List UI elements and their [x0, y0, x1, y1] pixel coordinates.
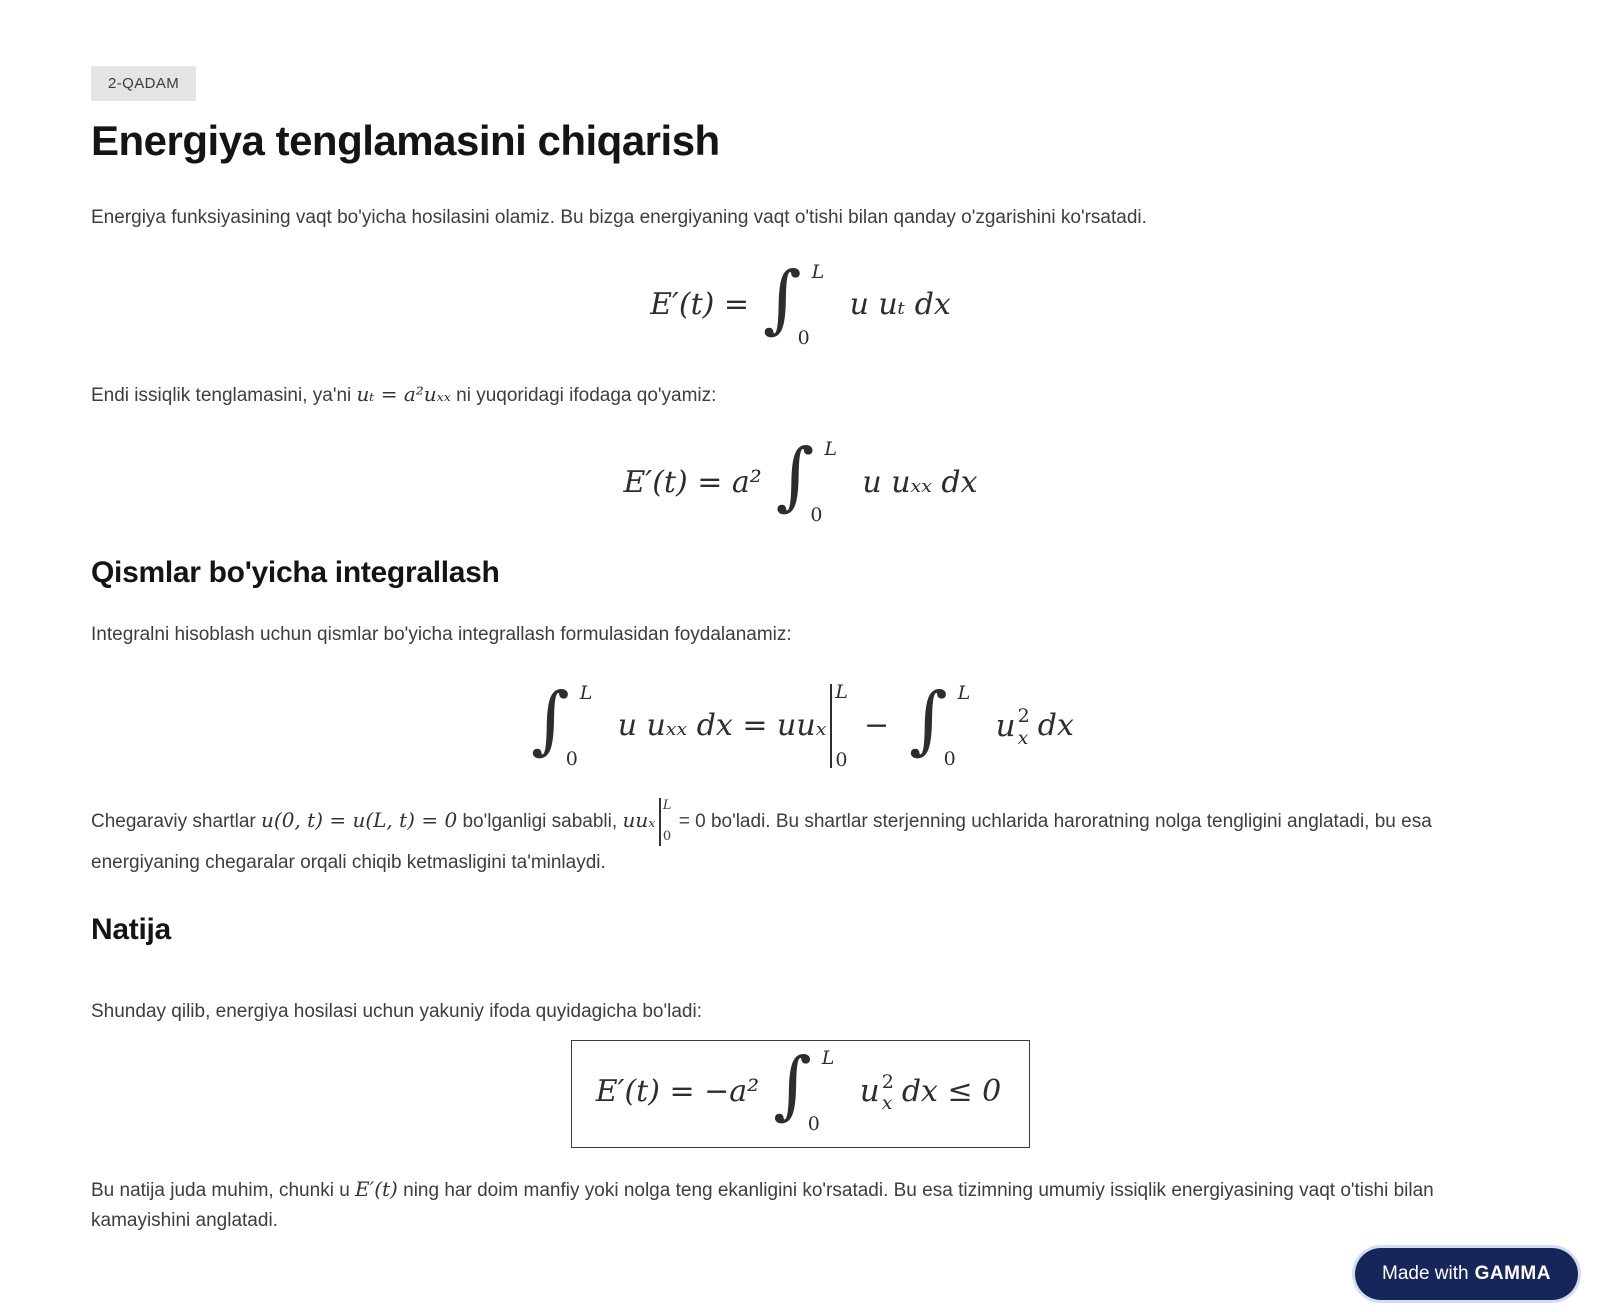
paragraph-conclusion	[91, 1174, 1510, 1235]
formula2-lhs: E′(t) = a²	[623, 464, 762, 500]
formula1-lhs: E′(t) =	[650, 287, 750, 323]
inline-evaluation-bar	[657, 796, 671, 848]
integral-symbol	[763, 255, 830, 349]
inline-evaluation-upper: L	[662, 797, 672, 813]
formula4-tail: dx ≤ 0	[901, 1073, 1002, 1109]
section-heading-result: Natija	[91, 913, 171, 947]
inline-evaluation-lower: 0	[662, 829, 672, 845]
subscript-x: x	[881, 1092, 893, 1115]
integral-icon: ∫	[909, 676, 948, 763]
subscript-x: x	[1017, 726, 1029, 749]
evaluation-bar-limits	[835, 681, 848, 771]
formula2-integrand: u uₓₓ dx	[862, 464, 978, 500]
paragraph-substitute-post: ni yuqoridagi ifodaga qo'yamiz:	[450, 384, 717, 406]
integral-lower-limit: 0	[943, 747, 956, 770]
formula3-u-supsub	[1018, 706, 1030, 749]
formula3-minus: −	[863, 708, 890, 744]
inline-math-uux: uuₓ	[622, 807, 656, 832]
paragraph-conclusion-post: ning har doim manfiy yoki nolga teng ekanligini ko'rsatadi. Bu esa tizimning umumiy issiqlik energiyasining vaqt o'tishi bilan kamayishini anglatadi.	[91, 1180, 1434, 1231]
evaluation-upper-limit: L	[835, 680, 848, 703]
formula3-dx: dx	[1037, 708, 1074, 744]
integral-symbol	[531, 676, 598, 770]
integral-limits	[810, 438, 842, 527]
integral-symbol	[775, 433, 843, 527]
integral-upper-limit: L	[811, 260, 825, 283]
integral-lower-limit: 0	[797, 326, 810, 349]
integral-lower-limit: 0	[807, 1113, 820, 1136]
inline-evaluation-limits	[663, 796, 672, 848]
paragraph-intro: Energiya funksiyasining vaqt bo'yicha hosilasini olamiz. Bu bizga energiyaning vaqt o'tishi bilan qanday o'zgarishini ko'rsatadi.	[91, 207, 1147, 229]
integral-limits	[797, 260, 830, 349]
paragraph-boundary-post: = 0 bo'ladi. Bu shartlar sterjenning uchlarida haroratning nolga tengligini anglatadi, bu esa energiyaning chegaralar orqali chiqib ketmasligini ta'minlaydi.	[91, 810, 1432, 873]
formula-integration-by-parts	[91, 676, 1510, 776]
integral-icon: ∫	[531, 676, 570, 763]
integral-lower-limit: 0	[565, 747, 578, 770]
section-heading-integration-by-parts: Qismlar bo'yicha integrallash	[91, 556, 500, 590]
inline-math-boundary: u(0, t) = u(L, t) = 0	[261, 807, 458, 832]
formula-final-result	[595, 1042, 1002, 1136]
paragraph-conclusion-pre: Bu natija juda muhim, chunki u	[91, 1180, 356, 1202]
integral-limits	[565, 681, 598, 770]
page-title: Energiya tenglamasini chiqarish	[91, 117, 720, 164]
formula-energy-derivative	[91, 257, 1510, 353]
made-with-gamma-badge[interactable]	[1355, 1248, 1578, 1300]
paragraph-boundary-conditions	[91, 796, 1510, 877]
integral-upper-limit: L	[957, 681, 971, 704]
paragraph-substitute-pre: Endi issiqlik tenglamasini, ya'ni	[91, 384, 357, 406]
evaluation-lower-limit: 0	[835, 748, 848, 771]
formula3-middle: u uₓₓ dx = uuₓ	[617, 708, 827, 744]
gamma-logo: GAMMA	[1474, 1263, 1551, 1284]
final-formula-box	[571, 1040, 1030, 1148]
integral-symbol	[909, 676, 976, 770]
integral-limits	[943, 681, 976, 770]
integral-limits	[807, 1047, 840, 1136]
formula-substituted	[91, 432, 1510, 532]
formula3-u-base: u	[995, 707, 1016, 744]
integral-icon: ∫	[775, 433, 815, 520]
integral-symbol	[773, 1042, 840, 1136]
final-formula-container	[91, 1040, 1510, 1148]
integral-icon: ∫	[763, 255, 802, 342]
superscript-2: 2	[1017, 705, 1030, 728]
formula1-integrand: u uₜ dx	[849, 287, 951, 323]
integral-upper-limit: L	[579, 681, 593, 704]
step-badge: 2-QADAM	[91, 66, 196, 101]
formula4-u-supsub	[882, 1072, 894, 1115]
integral-upper-limit: L	[824, 438, 837, 461]
inline-evaluation-bar-line	[659, 798, 661, 846]
paragraph-boundary-mid: bo'lganligi sababli,	[457, 810, 623, 832]
evaluation-bar	[826, 681, 848, 771]
formula4-u-base: u	[859, 1073, 880, 1110]
inline-math-heat-equation: uₜ = a²uₓₓ	[356, 381, 451, 406]
badge-prefix-label: Made with	[1382, 1263, 1469, 1284]
paragraph-substitute	[91, 379, 1510, 410]
paragraph-integration-intro: Integralni hisoblash uchun qismlar bo'yicha integrallash formulasidan foydalanamiz:	[91, 624, 792, 646]
paragraph-boundary-pre: Chegaraviy shartlar	[91, 810, 262, 832]
formula4-lhs: E′(t) = −a²	[595, 1073, 760, 1109]
integral-upper-limit: L	[821, 1047, 835, 1070]
integral-lower-limit: 0	[810, 504, 823, 527]
inline-math-Et: E′(t)	[355, 1177, 398, 1202]
superscript-2: 2	[881, 1071, 894, 1094]
integral-icon: ∫	[773, 1042, 812, 1129]
evaluation-bar-line	[830, 684, 832, 768]
paragraph-result-intro: Shunday qilib, energiya hosilasi uchun yakuniy ifoda quyidagicha bo'ladi:	[91, 1001, 702, 1023]
